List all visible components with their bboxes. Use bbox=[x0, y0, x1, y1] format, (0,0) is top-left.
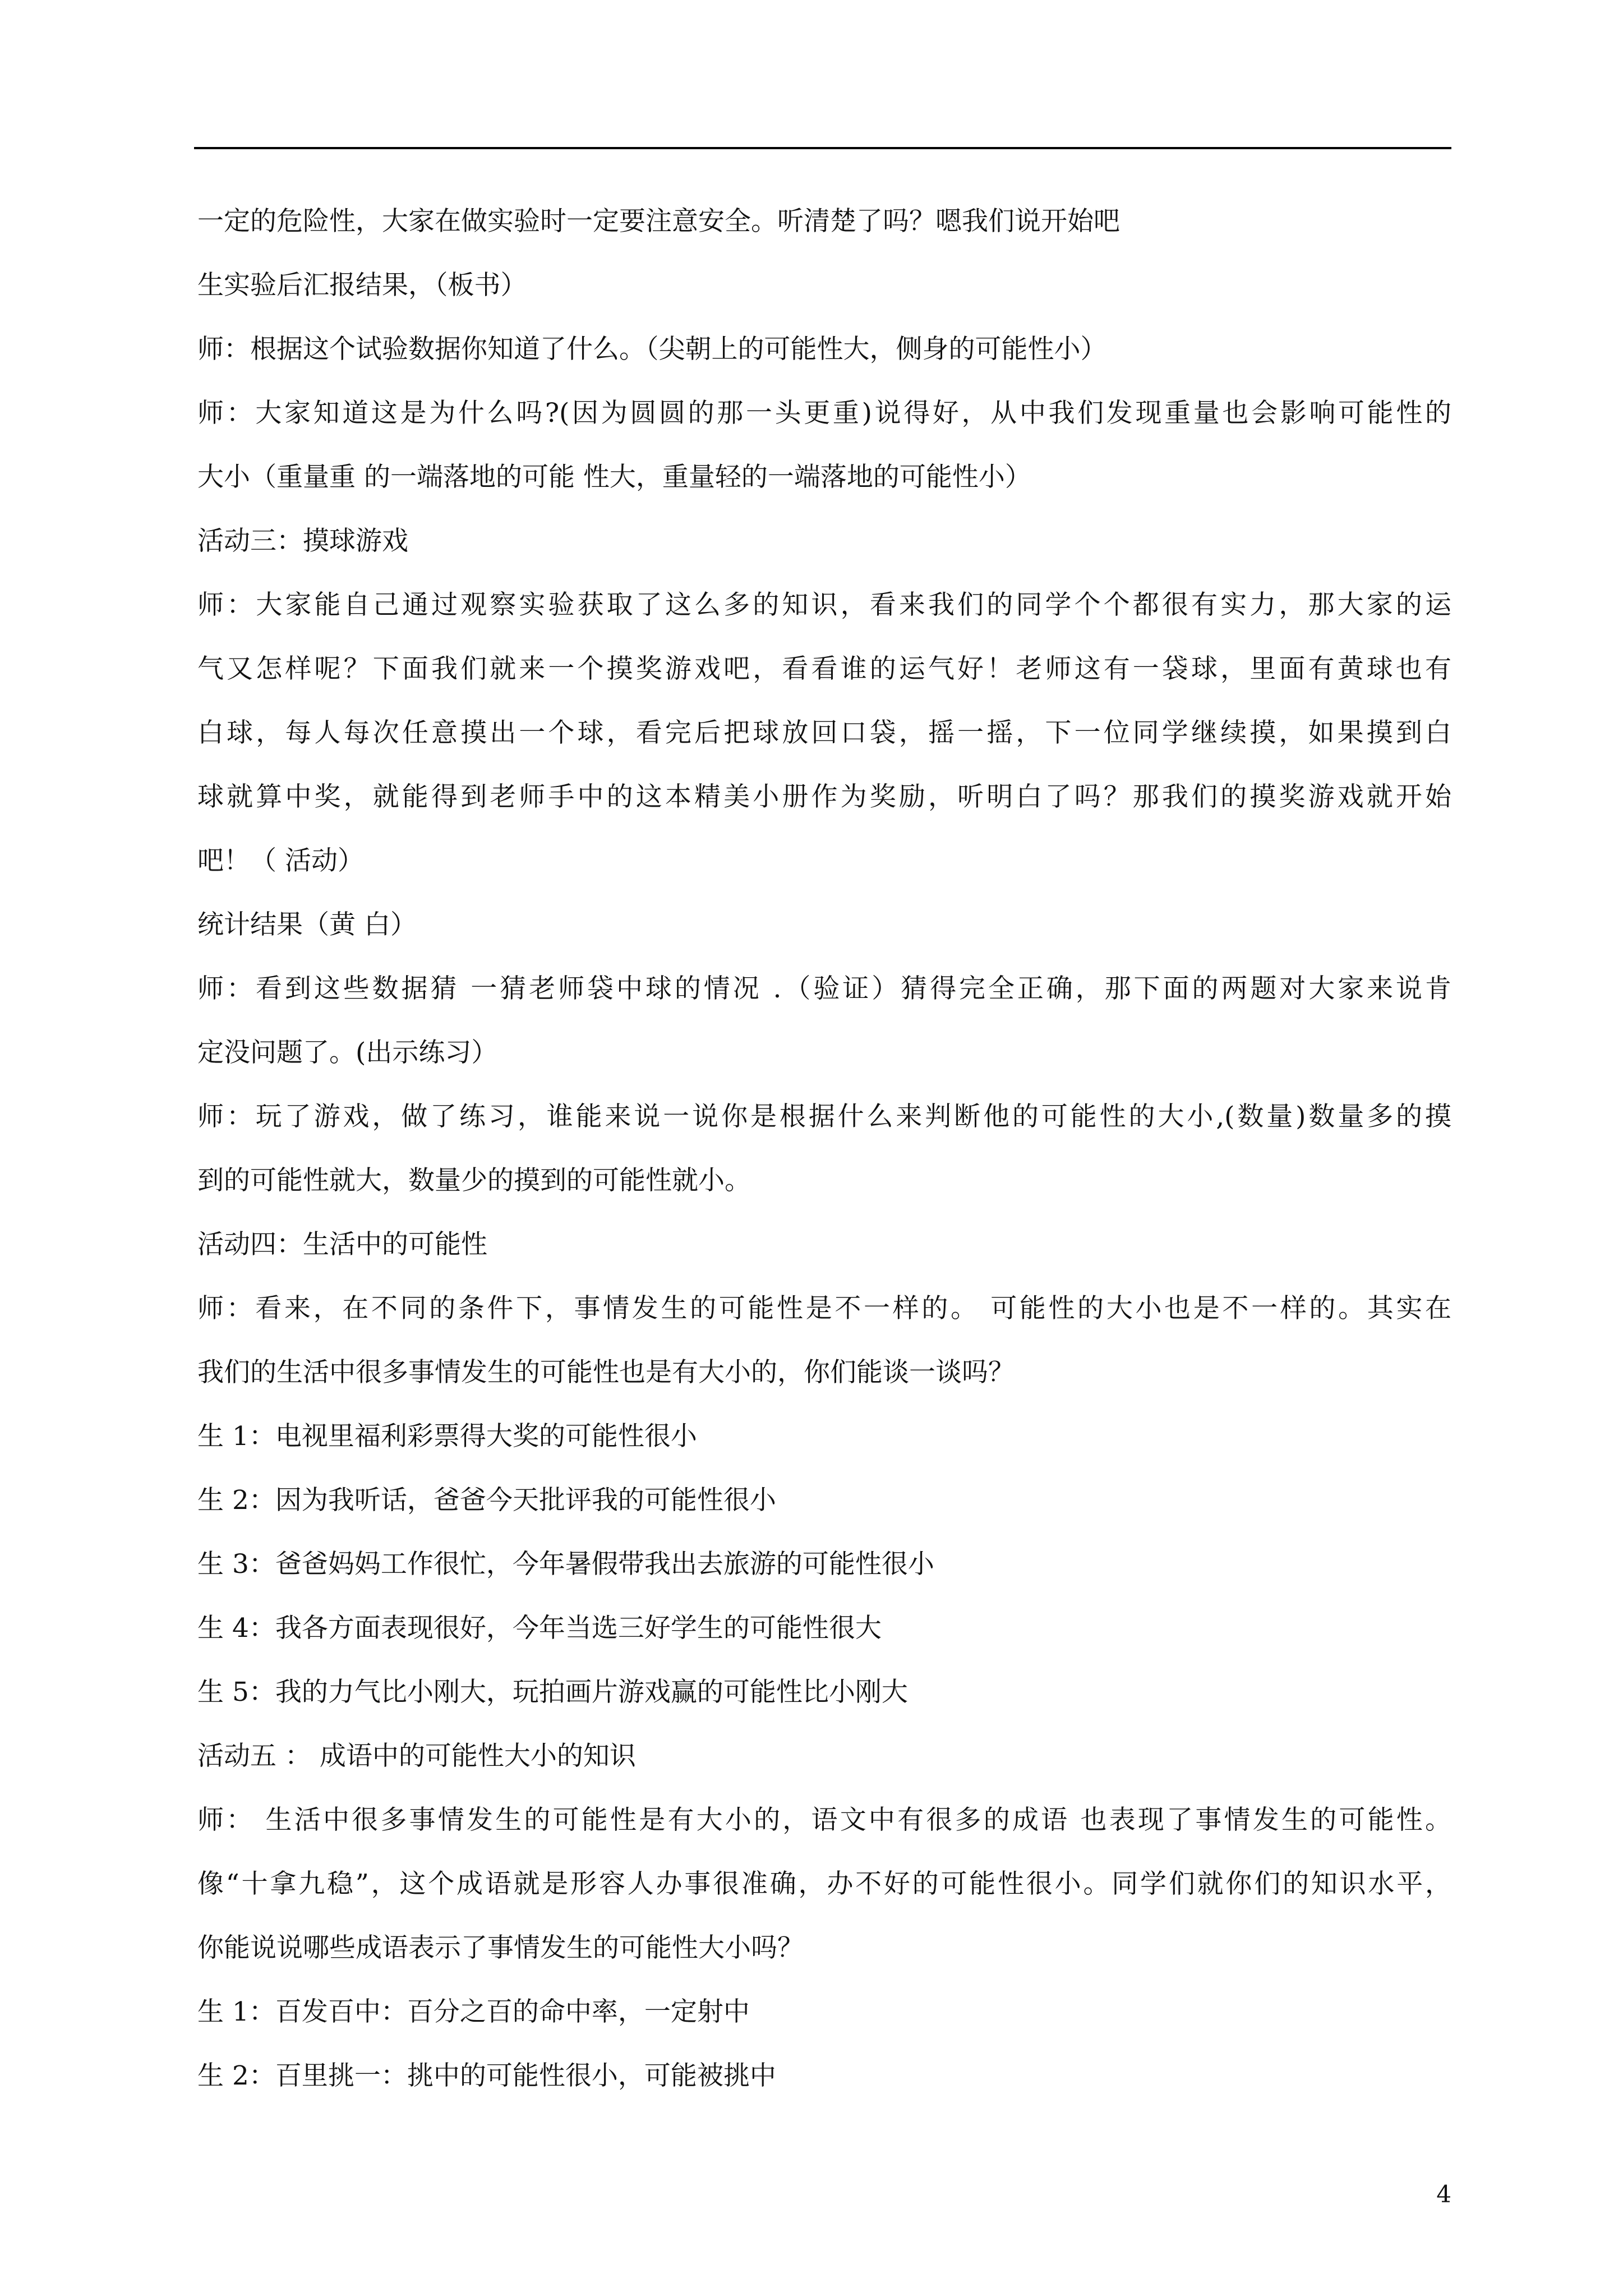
text-line: 生 1：百发百中：百分之百的命中率，一定射中 bbox=[197, 1996, 750, 2027]
text-line: 生 4：我各方面表现很好，今年当选三好学生的可能性很大 bbox=[197, 1613, 882, 1644]
text-line: 师：看到这些数据猜 一猜老师袋中球的情况 .（验证）猜得完全正确，那下面的两题对大家来说肯 bbox=[197, 973, 1451, 1004]
text-line: 师：大家知道这是为什么吗?(因为圆圆的那一头更重)说得好，从中我们发现重量也会影响可能性的 bbox=[197, 398, 1451, 429]
text-line: 你能说说哪些成语表示了事情发生的可能性大小吗？ bbox=[197, 1932, 804, 1963]
text-line: 生实验后汇报结果，（板书） bbox=[197, 270, 527, 301]
text-line: 师：根据这个试验数据你知道了什么。（尖朝上的可能性大，侧身的可能性小） bbox=[197, 334, 1107, 365]
text-line: 一定的危险性，大家在做实验时一定要注意安全。听清楚了吗？嗯我们说开始吧 bbox=[197, 206, 1120, 237]
text-line: 大小（重量重 的一端落地的可能 性大，重量轻的一端落地的可能性小） bbox=[197, 462, 1031, 493]
text-line: 师：看来，在不同的条件下，事情发生的可能性是不一样的。 可能性的大小也是不一样的。其实在 bbox=[197, 1293, 1451, 1324]
page-number: 4 bbox=[1436, 2180, 1451, 2208]
document-body bbox=[197, 190, 1451, 2108]
section-heading: 活动五 ： 成语中的可能性大小的知识 bbox=[197, 1741, 636, 1772]
text-line: 生 5：我的力气比小刚大，玩拍画片游戏赢的可能性比小刚大 bbox=[197, 1677, 908, 1708]
text-line: 统计结果（黄 白） bbox=[197, 909, 417, 940]
text-line: 气又怎样呢？下面我们就来一个摸奖游戏吧，看看谁的运气好！老师这有一袋球，里面有黄球也有 bbox=[197, 654, 1451, 684]
text-line: 白球，每人每次任意摸出一个球，看完后把球放回口袋，摇一摇，下一位同学继续摸，如果摸到白 bbox=[197, 717, 1451, 748]
text-line: 吧！（ 活动） bbox=[197, 845, 364, 876]
header-rule bbox=[194, 147, 1451, 149]
text-line: 我们的生活中很多事情发生的可能性也是有大小的，你们能谈一谈吗？ bbox=[197, 1357, 1015, 1388]
text-line: 生 3：爸爸妈妈工作很忙，今年暑假带我出去旅游的可能性很小 bbox=[197, 1549, 934, 1580]
text-line: 师：大家能自己通过观察实验获取了这么多的知识，看来我们的同学个个都很有实力，那大家的运 bbox=[197, 590, 1451, 620]
text-line: 生 1：电视里福利彩票得大奖的可能性很小 bbox=[197, 1421, 697, 1452]
section-heading: 活动三：摸球游戏 bbox=[197, 526, 408, 556]
text-line: 像“十拿九稳”，这个成语就是形容人办事很准确，办不好的可能性很小。同学们就你们的知识水平， bbox=[197, 1869, 1451, 1899]
text-line: 师：玩了游戏，做了练习，谁能来说一说你是根据什么来判断他的可能性的大小,(数量)数量多的摸 bbox=[197, 1101, 1451, 1132]
text-line: 定没问题了。(出示练习） bbox=[197, 1037, 498, 1068]
text-line: 生 2：百里挑一：挑中的可能性很小，可能被挑中 bbox=[197, 2060, 776, 2091]
text-line: 生 2：因为我听话，爸爸今天批评我的可能性很小 bbox=[197, 1485, 776, 1516]
text-line: 师： 生活中很多事情发生的可能性是有大小的，语文中有很多的成语 也表现了事情发生的可能性。 bbox=[197, 1805, 1451, 1835]
text-line: 球就算中奖，就能得到老师手中的这本精美小册作为奖励，听明白了吗？那我们的摸奖游戏就开始 bbox=[197, 781, 1451, 812]
section-heading: 活动四：生活中的可能性 bbox=[197, 1229, 487, 1260]
text-line: 到的可能性就大，数量少的摸到的可能性就小。 bbox=[197, 1165, 751, 1196]
